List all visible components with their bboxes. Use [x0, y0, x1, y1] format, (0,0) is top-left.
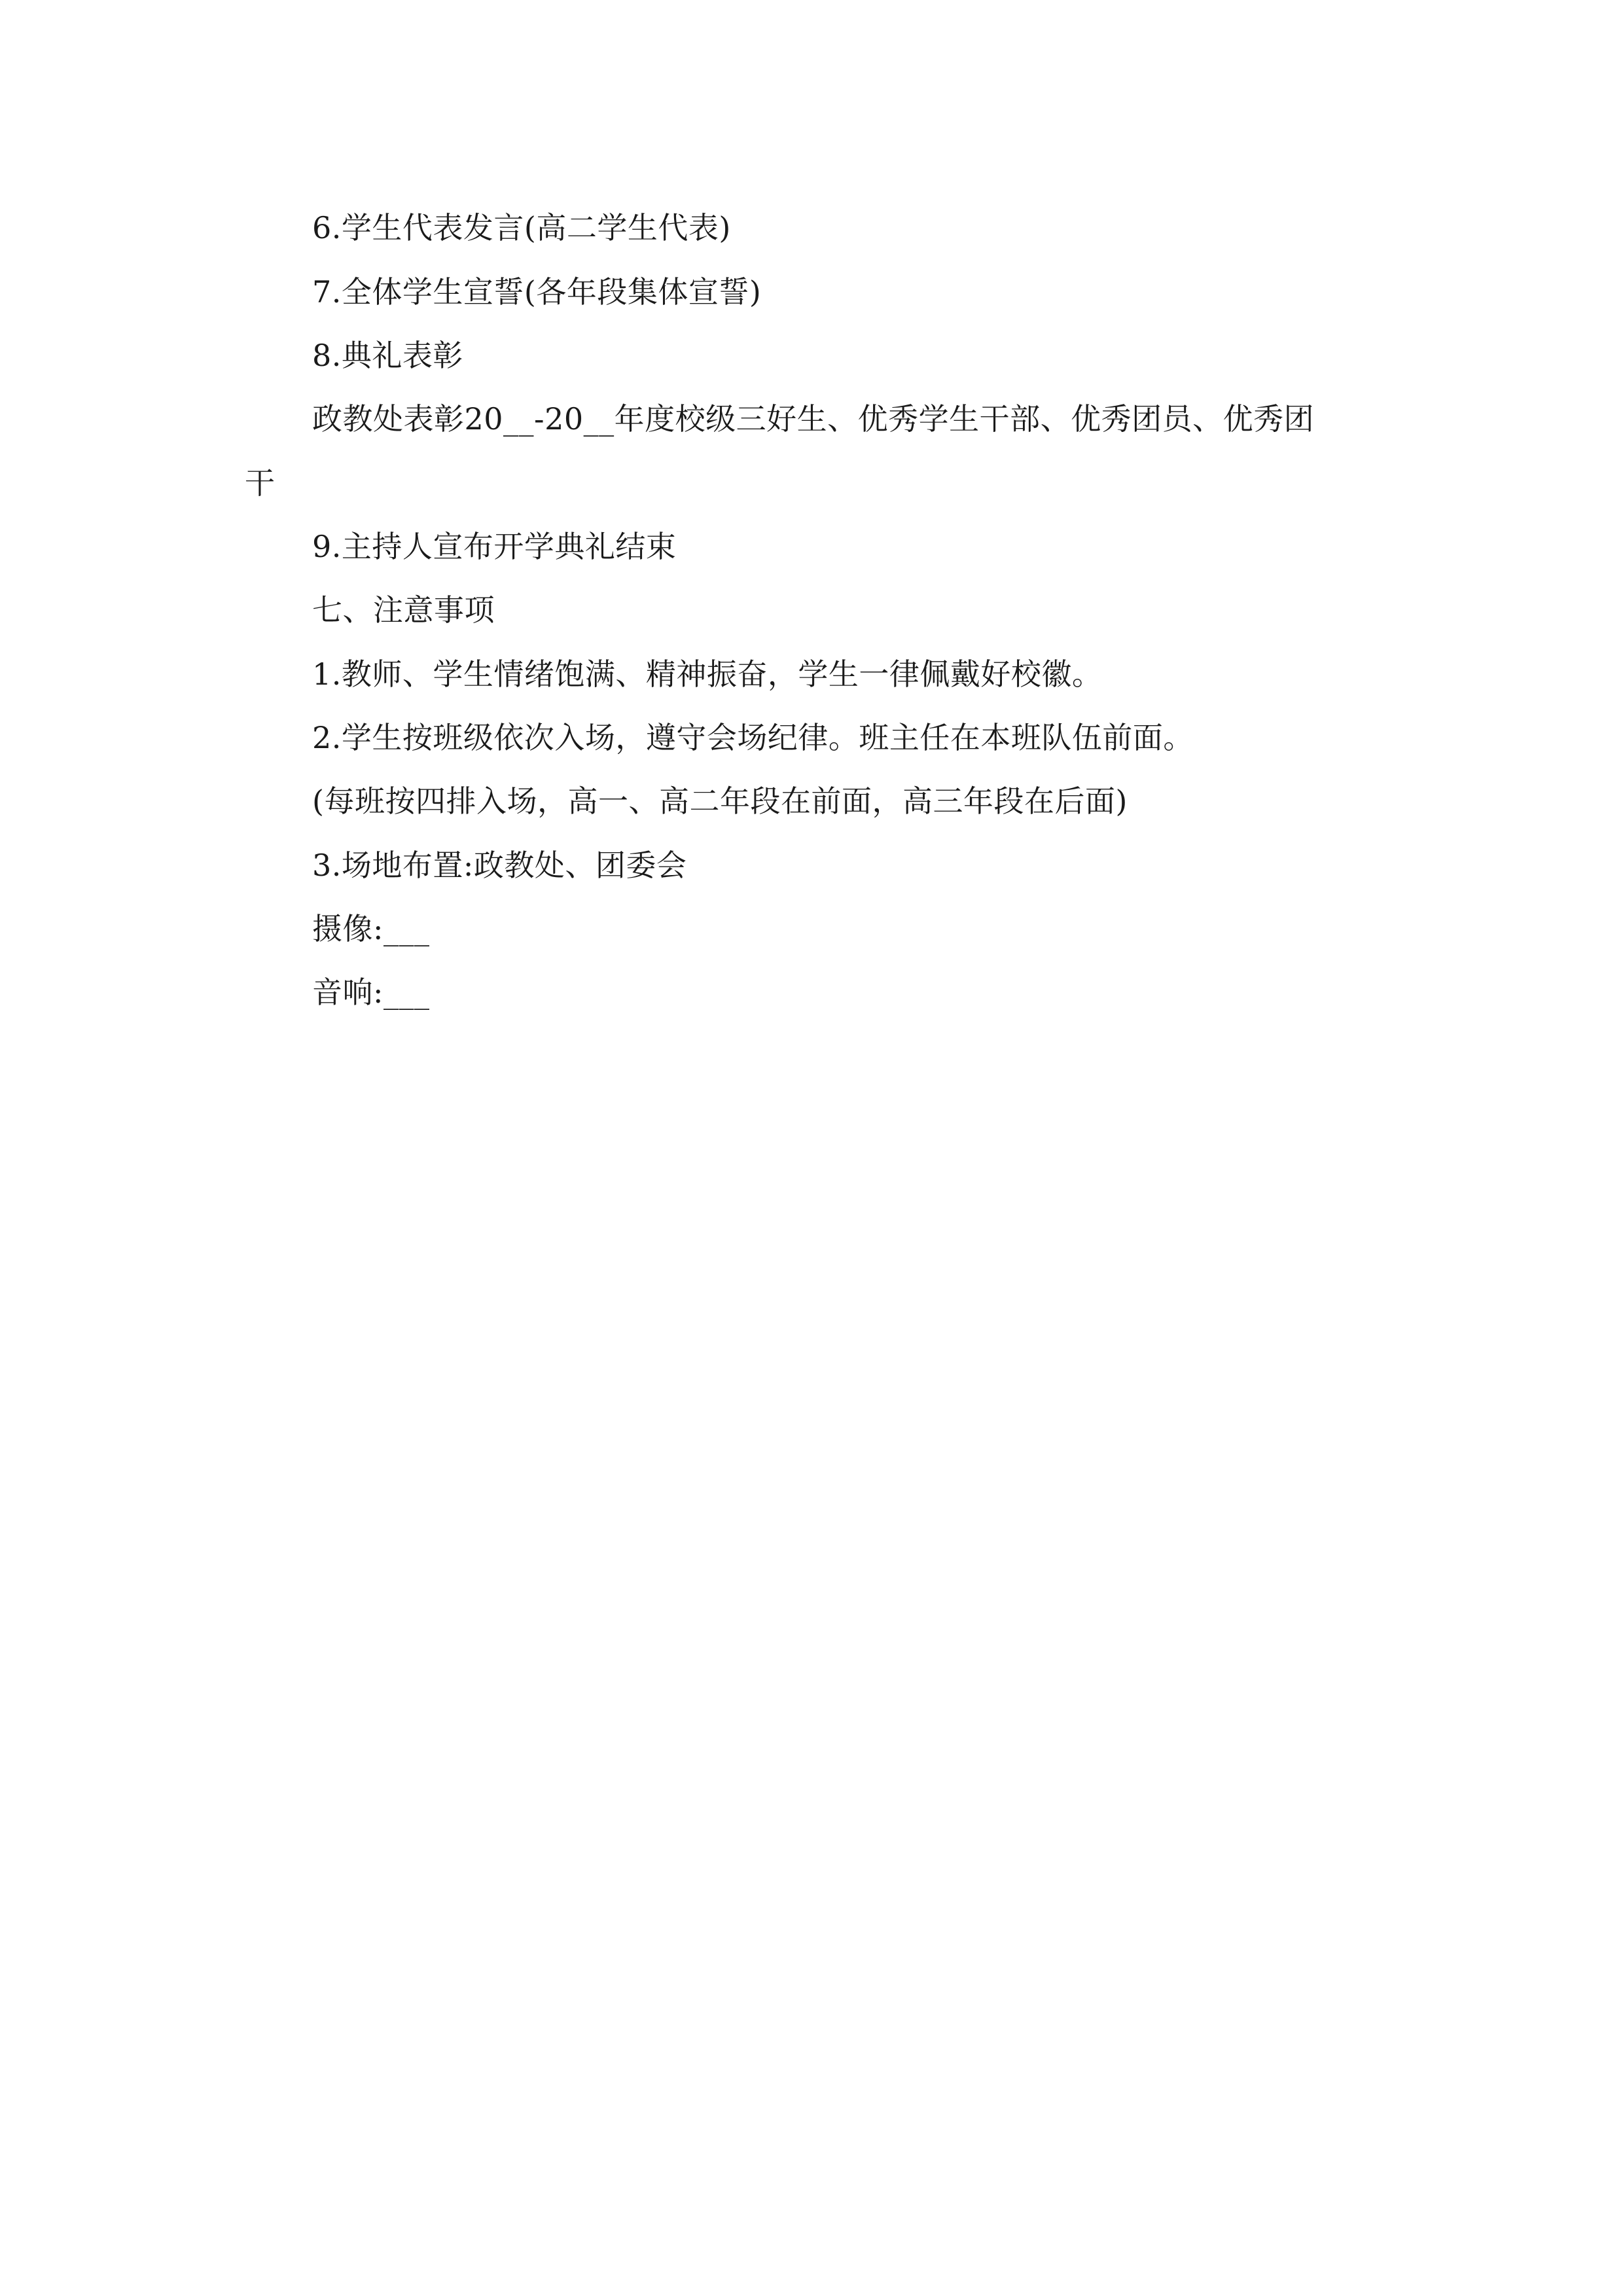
audio-assignment: 音响:___ — [312, 975, 430, 1010]
section-heading-notes: 七、注意事项 — [312, 592, 495, 628]
award-description-continued: 干 — [245, 465, 276, 501]
agenda-item-7: 7.全体学生宣誓(各年段集体宣誓) — [312, 274, 762, 310]
note-item-1: 1.教师、学生情绪饱满、精神振奋，学生一律佩戴好校徽。 — [312, 656, 1103, 692]
agenda-item-6: 6.学生代表发言(高二学生代表) — [312, 210, 731, 245]
note-item-3: 3.场地布置:政教处、团委会 — [312, 848, 687, 883]
agenda-item-9: 9.主持人宣布开学典礼结束 — [312, 529, 677, 564]
note-item-2-detail: (每班按四排入场，高一、高二年段在前面，高三年段在后面) — [312, 783, 1128, 819]
note-item-2: 2.学生按班级依次入场，遵守会场纪律。班主任在本班队伍前面。 — [312, 720, 1194, 755]
camera-assignment: 摄像:___ — [312, 911, 430, 946]
agenda-item-8: 8.典礼表彰 — [312, 338, 463, 373]
award-description: 政教处表彰20__-20__年度校级三好生、优秀学生干部、优秀团员、优秀团 — [312, 401, 1315, 437]
